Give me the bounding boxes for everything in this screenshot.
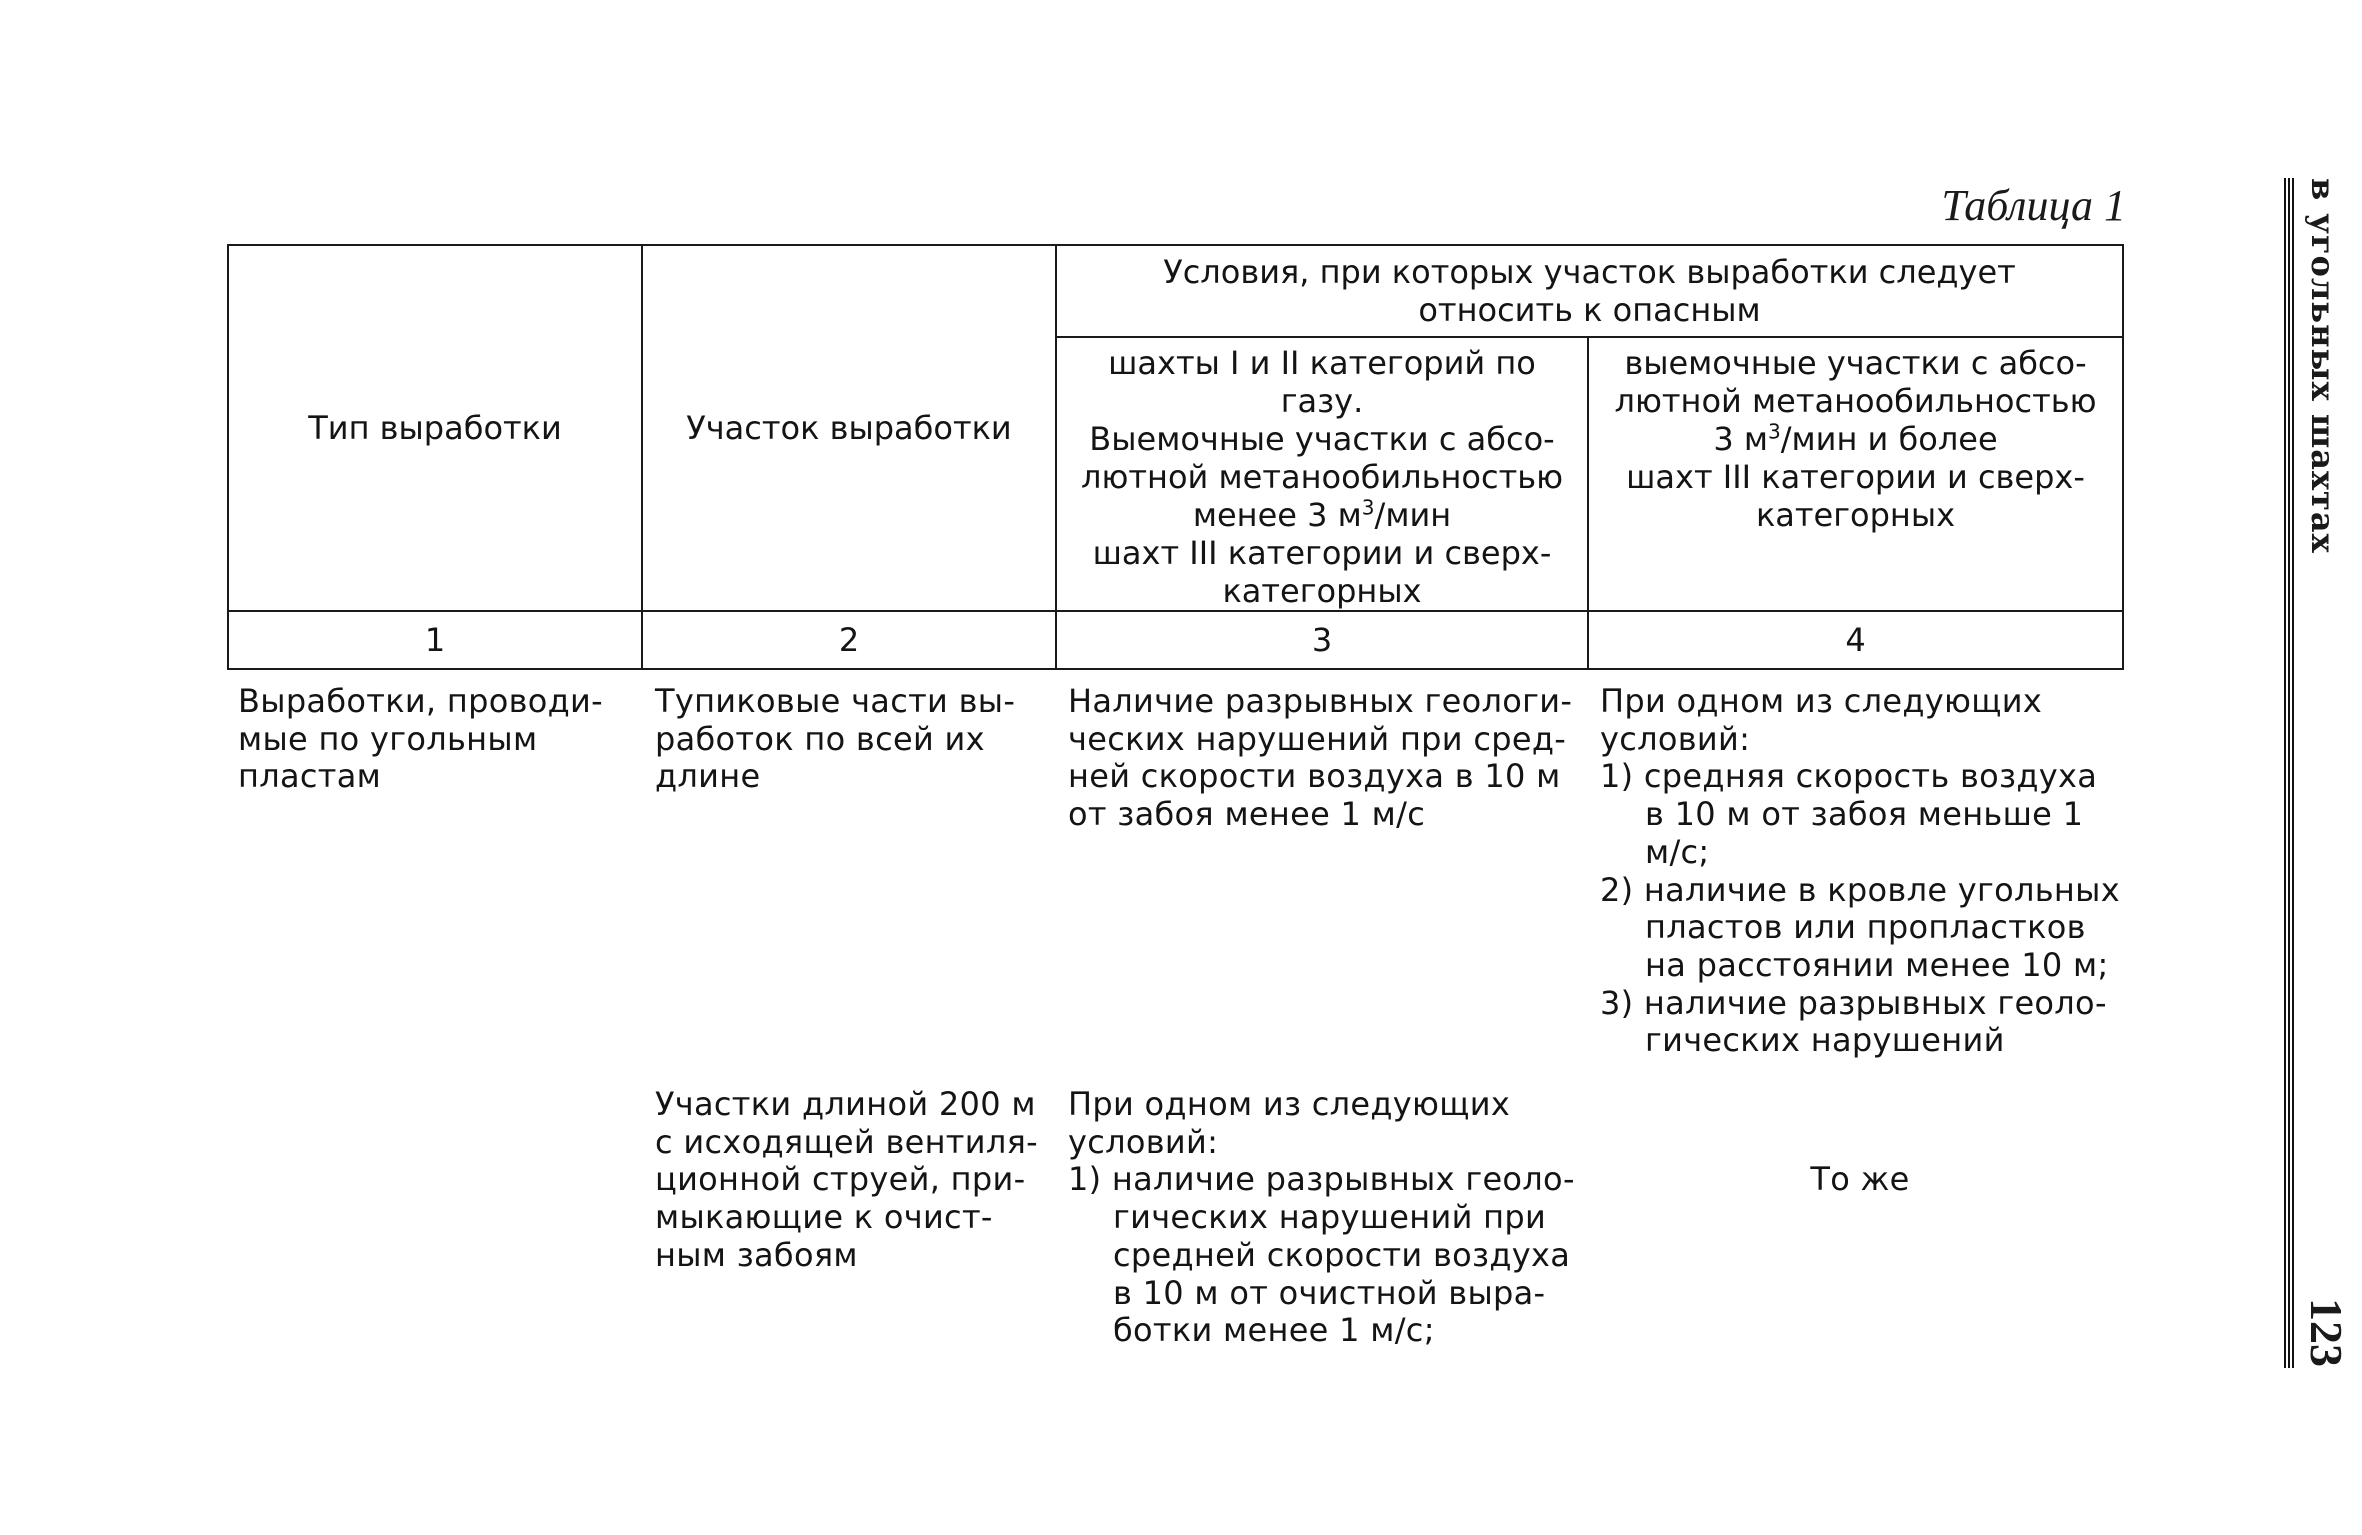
row2-condition-3: При одном из следующих условий: 1) наличие разрывных геоло- гических нарушений при средней скорости воздуха в 10 м от очистной выра- ботки менее 1 м/с; — [1068, 1086, 1588, 1350]
column-number: 2 — [642, 611, 1056, 669]
list-item: 3) наличие разрывных геоло- гических нарушений — [1600, 983, 2107, 1060]
column-number: 1 — [228, 611, 642, 669]
header-col-conditions-4: выемочные участки с абсо- лютной метанообильностью 3 $м^3$/мин и более шахт III категории и сверх- категорных — [1588, 337, 2123, 611]
header-col-type: Тип выработки — [228, 245, 642, 611]
page-sidebar — [2274, 178, 2362, 1368]
list-item: 1) наличие разрывных геоло- гических нарушений при средней скорости воздуха в 10 м от очистной выра- ботки менее 1 м/с; — [1068, 1160, 1575, 1350]
column-numbers-row — [228, 611, 2123, 669]
margin-rule — [2284, 178, 2294, 1368]
table-caption: Таблица 1 — [1941, 181, 2126, 230]
column-number: 4 — [1588, 611, 2123, 669]
column-number: 3 — [1056, 611, 1588, 669]
list-item: 1) средняя скорость воздуха в 10 м от забоя меньше 1 м/с; — [1600, 757, 2098, 871]
row1-type: Выработки, проводи- мые по угольным пластам — [238, 682, 603, 796]
list-item: 2) наличие в кровле угольных пластов или пропластков на расстоянии менее 10 м; — [1600, 870, 2120, 984]
row2-section: Участки длиной 200 м с исходящей вентиля- ционной струей, при- мыкающие к очист- ным забоям — [655, 1085, 1038, 1274]
row1-condition-3: Наличие разрывных геологи- ческих нарушений при сред- ней скорости воздуха в 10 м от забоя менее 1 м/с — [1068, 682, 1573, 834]
header-conditions: Условия, при которых участок выработки следует относить к опасным — [1056, 245, 2123, 337]
row1-section: Тупиковые части вы- работок по всей их длине — [655, 682, 1016, 796]
running-head: в угольных шахтах — [2304, 178, 2342, 554]
row2-condition-4: То же — [1810, 1160, 1910, 1198]
page-number: 123 — [2301, 1298, 2352, 1367]
header-col-section: Участок выработки — [642, 245, 1056, 611]
table-header — [227, 244, 2124, 670]
header-col-conditions-3: шахты I и II категорий по газу. Выемочные участки с абсо- лютной метанообильностью менее 3 $м^3$/мин шахт III категории и сверх- категорных — [1056, 337, 1588, 611]
row1-condition-4: При одном из следующих условий: 1) средняя скорость воздуха в 10 м от забоя меньше 1 м/с; 2) наличие в кровле угольных пластов или пропластков на расстоянии менее 10 м; 3) наличие разрывных геоло- гических нарушений — [1600, 682, 2120, 1060]
